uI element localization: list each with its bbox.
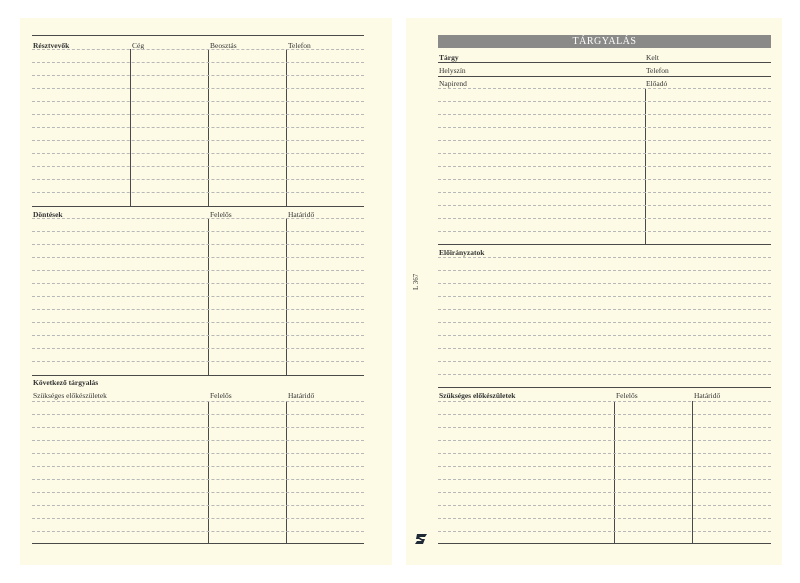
next-meeting-top-rule xyxy=(32,375,364,376)
decisions-responsible-label: Felelős xyxy=(210,210,232,219)
location-rule xyxy=(438,76,771,77)
subject-rule xyxy=(438,62,771,63)
publisher-logo-icon xyxy=(414,533,428,545)
company-label: Cég xyxy=(132,41,145,50)
meeting-title-bar: TÁRGYALÁS xyxy=(438,35,771,48)
subject-label: Tárgy xyxy=(439,53,459,62)
side-code: L 367 xyxy=(412,273,420,290)
right-bottom-rule xyxy=(438,543,771,544)
participants-top-rule xyxy=(32,35,364,36)
prep-col-divider-2 xyxy=(692,401,693,543)
right-page xyxy=(406,18,782,565)
decisions-deadline-label: Határidő xyxy=(288,210,315,219)
presenter-label: Előadó xyxy=(646,79,668,88)
next-meeting-prep-label: Szükséges előkészületek xyxy=(33,391,107,400)
next-meeting-col-divider-2 xyxy=(286,401,287,543)
left-page xyxy=(20,18,392,565)
agenda-label: Napirend xyxy=(439,79,467,88)
next-meeting-col-divider-1 xyxy=(208,401,209,543)
right-responsible-label: Felelős xyxy=(616,391,638,400)
date-label: Kelt xyxy=(646,53,659,62)
next-meeting-deadline-label: Határidő xyxy=(288,391,315,400)
position-label: Beosztás xyxy=(210,41,237,50)
participants-label: Résztvevők xyxy=(33,41,70,50)
location-label: Helyszín xyxy=(439,66,466,75)
decisions-label: Döntések xyxy=(33,210,63,219)
right-prep-label: Szükséges előkészületek xyxy=(439,391,516,400)
decisions-top-rule xyxy=(32,206,364,207)
next-meeting-label: Következő tárgyalás xyxy=(33,378,99,387)
next-meeting-responsible-label: Felelős xyxy=(210,391,232,400)
prep-top-rule xyxy=(438,387,771,388)
phone-label: Telefon xyxy=(288,41,311,50)
prep-col-divider-1 xyxy=(614,401,615,543)
preliminaries-label: Előirányzatok xyxy=(439,248,485,257)
right-deadline-label: Határidő xyxy=(694,391,721,400)
right-phone-label: Telefon xyxy=(646,66,669,75)
preliminaries-top-rule xyxy=(438,244,771,245)
left-bottom-rule xyxy=(32,543,364,544)
